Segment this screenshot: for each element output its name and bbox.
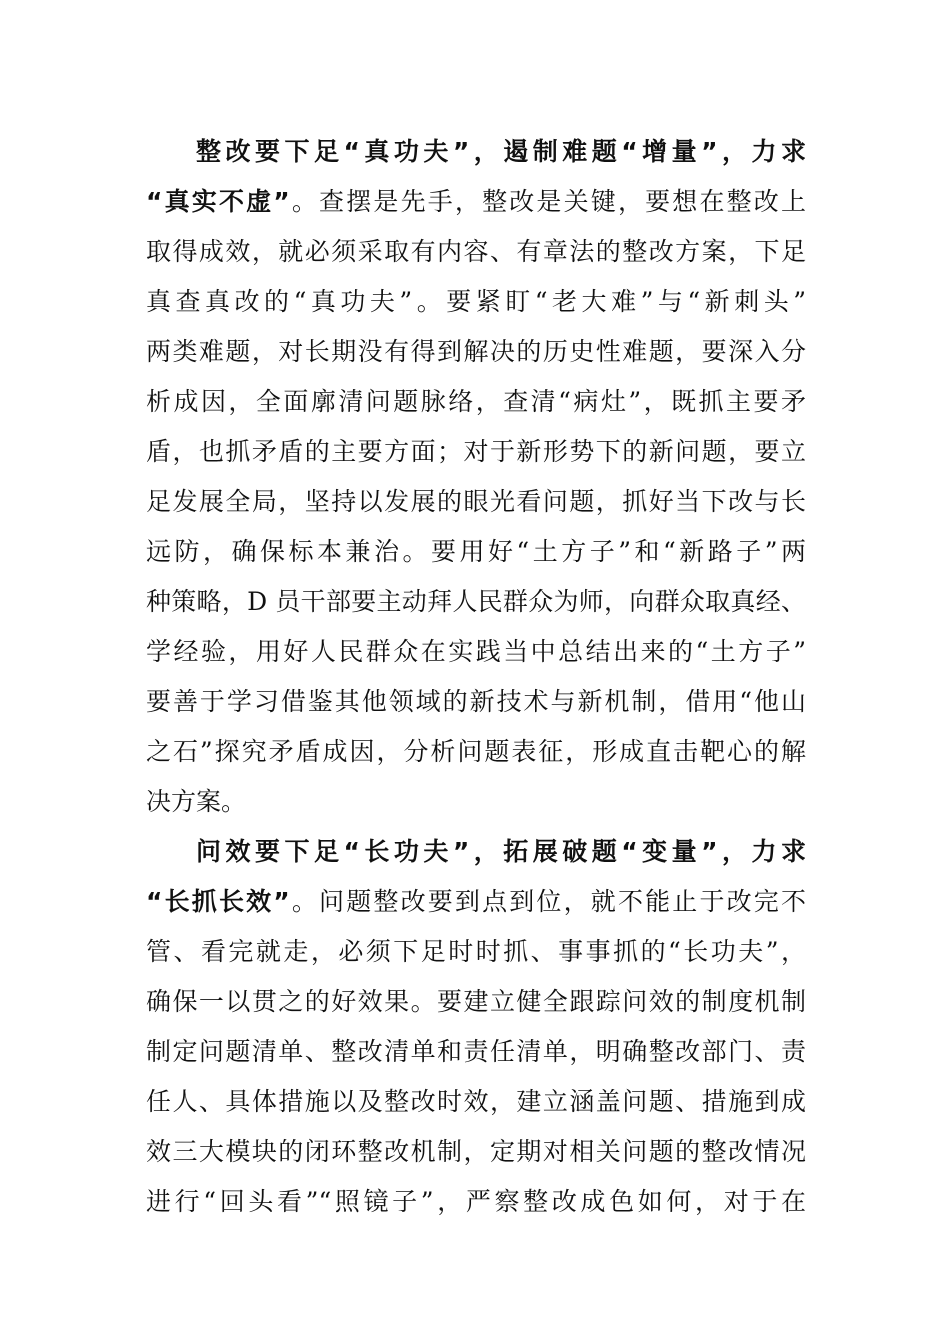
paragraph-1-line-11: 要善于学习借鉴其他领域的新技术与新机制，借用“他山 — [146, 687, 806, 716]
paragraph-1-line-9: 种策略，D 员干部要主动拜人民群众为师，向群众取真经、 — [146, 587, 806, 616]
paragraph-1-line-5: 析成因，全面廓清问题脉络，查清“病灶”，既抓主要矛 — [146, 387, 806, 416]
paragraph-2-heading-line: 问效要下足“长功夫”，拓展破题“变量”，力求 — [196, 837, 806, 866]
paragraph-1-line-2: 取得成效，就必须采取有内容、有章法的整改方案，下足 — [146, 237, 806, 266]
paragraph-1-line-12: 之石”探究矛盾成因，分析问题表征，形成直击靶心的解 — [146, 737, 806, 766]
paragraph-2-line-3: 确保一以贯之的好效果。要建立健全跟踪问效的制度机制 — [146, 987, 806, 1016]
paragraph-2-heading-cont: “长抓长效” — [146, 887, 290, 916]
paragraph-2-line-5: 任人、具体措施以及整改时效，建立涵盖问题、措施到成 — [146, 1087, 806, 1116]
paragraph-1-line-10: 学经验，用好人民群众在实践当中总结出来的“土方子” — [146, 637, 806, 666]
paragraph-1-line-6: 盾，也抓矛盾的主要方面；对于新形势下的新问题，要立 — [146, 437, 806, 466]
paragraph-2-line-2: 管、看完就走，必须下足时时抓、事事抓的“长功夫”， — [146, 937, 806, 966]
paragraph-2-line-4: 制定问题清单、整改清单和责任清单，明确整改部门、责 — [146, 1037, 806, 1066]
paragraph-2-line-1-text: 。问题整改要到点到位，就不能止于改完不 — [289, 887, 806, 916]
paragraph-1-line-13: 决方案。 — [146, 787, 247, 816]
paragraph-1-line-8: 远防，确保标本兼治。要用好“土方子”和“新路子”两 — [146, 537, 806, 566]
paragraph-1-heading-cont: “真实不虚” — [146, 187, 290, 216]
paragraph-1-line-3: 真查真改的“真功夫”。要紧盯“老大难”与“新刺头” — [146, 287, 806, 316]
paragraph-1-line-7: 足发展全局，坚持以发展的眼光看问题，抓好当下改与长 — [146, 487, 806, 516]
paragraph-1-line-1-text: 。查摆是先手，整改是关键，要想在整改上 — [289, 187, 806, 216]
paragraph-1-line-1 — [146, 182, 806, 222]
paragraph-2-line-1 — [146, 882, 806, 922]
paragraph-1-heading-line: 整改要下足“真功夫”，遏制难题“增量”，力求 — [196, 137, 806, 166]
paragraph-1-line-4: 两类难题，对长期没有得到解决的历史性难题，要深入分 — [146, 337, 806, 366]
paragraph-2-line-6: 效三大模块的闭环整改机制，定期对相关问题的整改情况 — [146, 1137, 806, 1166]
paragraph-2-line-7: 进行“回头看”“照镜子”，严察整改成色如何，对于在 — [146, 1187, 806, 1216]
